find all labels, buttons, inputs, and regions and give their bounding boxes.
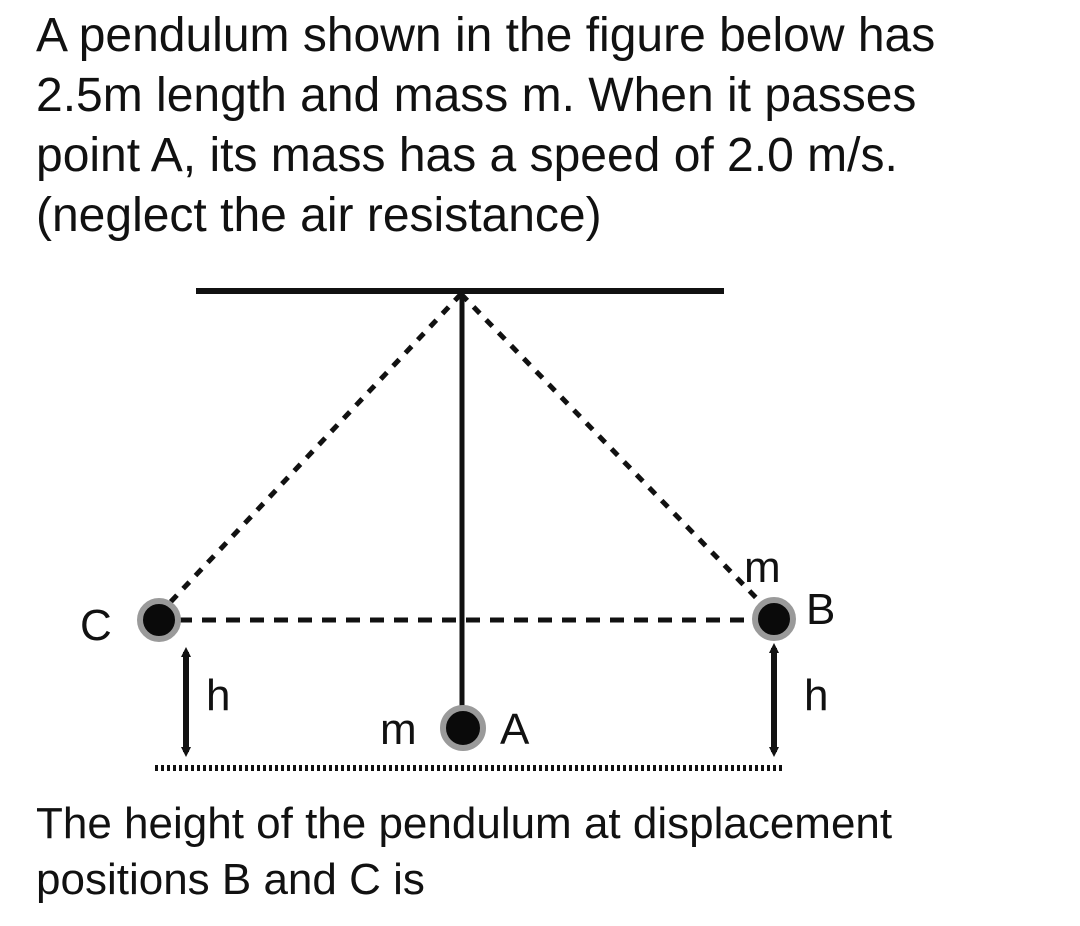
- string-to-c: [163, 294, 461, 610]
- question-line: A pendulum shown in the figure below has: [36, 9, 936, 62]
- label-h-right: h: [804, 671, 829, 720]
- bob-c: [140, 601, 178, 639]
- label-mass-b: m: [744, 543, 781, 592]
- question-line: 2.5m length and mass m. When it passes: [36, 69, 917, 122]
- label-b: B: [806, 585, 836, 634]
- label-c: C: [80, 601, 112, 650]
- bob-b: [755, 600, 793, 638]
- label-mass-a: m: [380, 705, 417, 754]
- label-h-left: h: [206, 671, 231, 720]
- footer-line: positions B and C is: [36, 855, 425, 904]
- footer-line: The height of the pendulum at displacement: [36, 799, 893, 848]
- footer-text: [36, 796, 1066, 908]
- question-line: (neglect the air resistance): [36, 189, 602, 242]
- label-a: A: [500, 705, 530, 754]
- string-to-b: [461, 294, 768, 610]
- question-line: point A, its mass has a speed of 2.0 m/s.: [36, 129, 898, 182]
- bob-a: [443, 708, 483, 748]
